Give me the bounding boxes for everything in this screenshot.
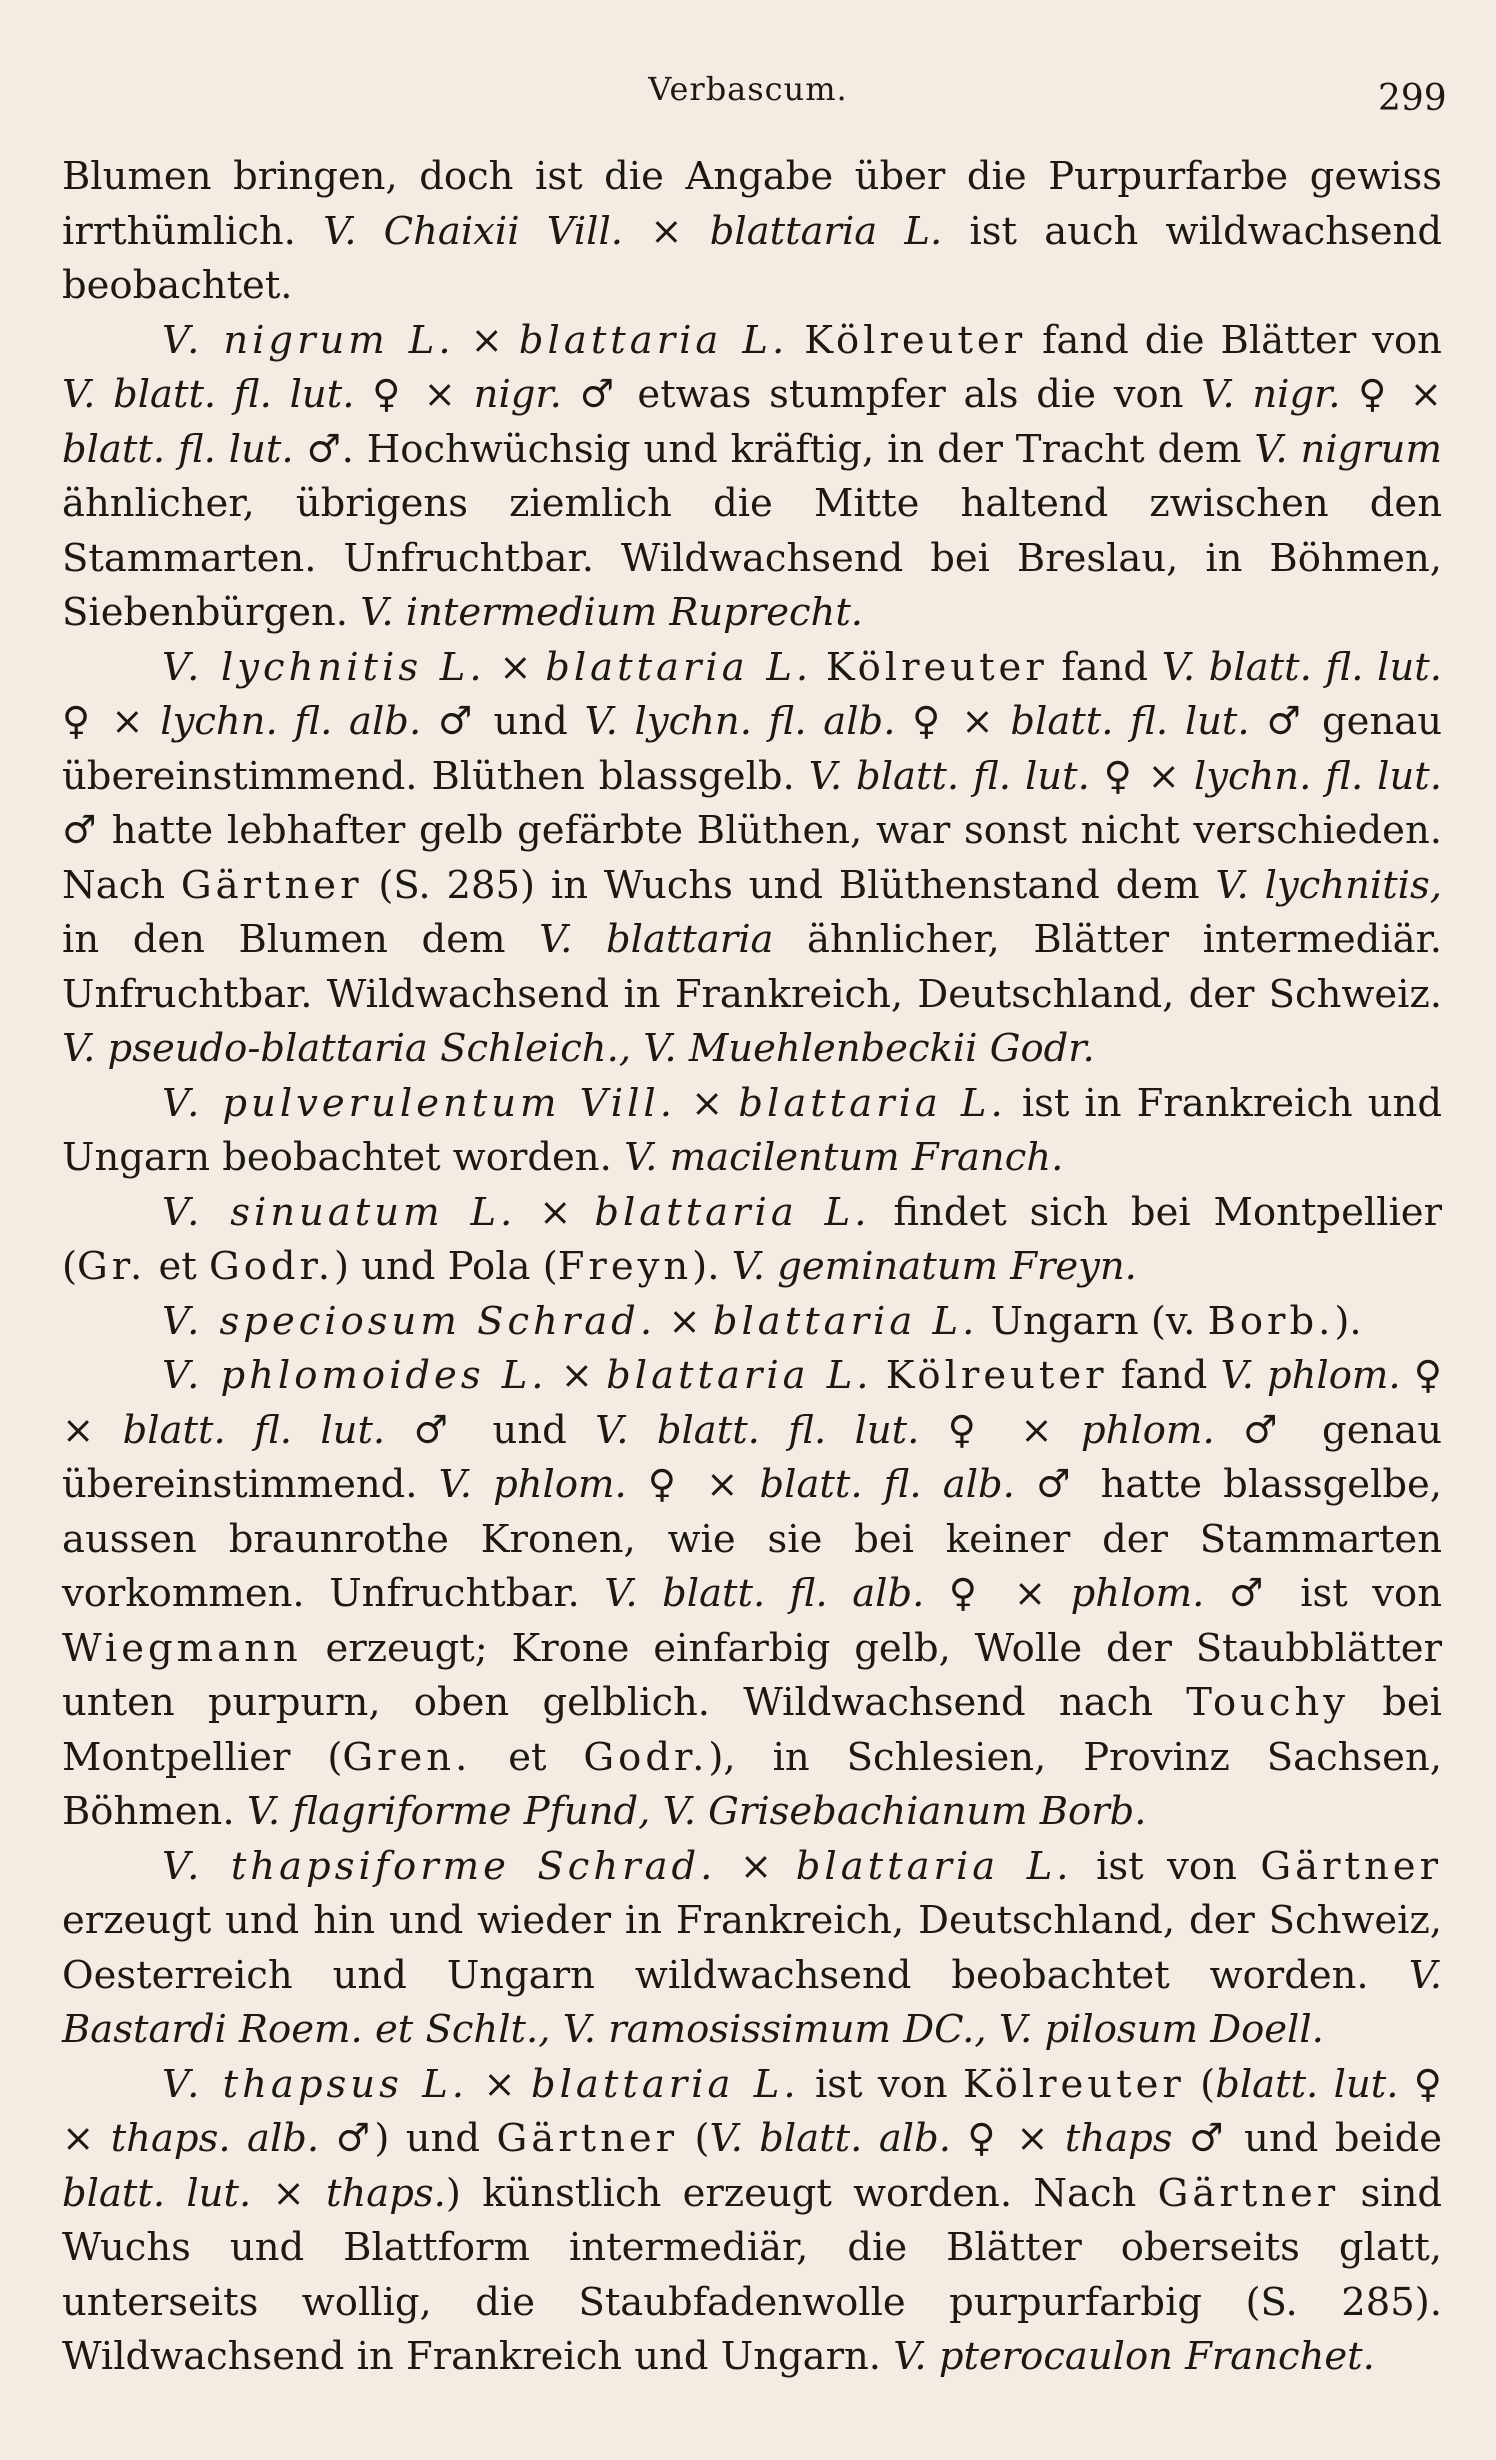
text-run: ), in Schlesien, Provinz Sachsen, Böhmen. <box>62 1734 1442 1834</box>
italic-run: V. phlom. <box>438 1462 627 1507</box>
text-run: ( <box>678 2116 710 2161</box>
text-run: ) künstlich erzeugt worden. Nach <box>445 2170 1158 2216</box>
italic-run: V. blatt. fl. lut. <box>595 1407 920 1453</box>
spaced-run: Godr. <box>583 1734 709 1780</box>
paragraph <box>62 314 1442 641</box>
italic-run: V. macilentum Franch. <box>624 1135 1064 1180</box>
text-run: ♂ und <box>385 1407 596 1453</box>
spaced-run: Kölreuter <box>962 2061 1185 2107</box>
text-run: ♂ und beide <box>1172 2116 1443 2161</box>
italic-run: V. blatt. alb. <box>709 2116 951 2161</box>
text-run: ♂) und <box>319 2116 497 2161</box>
italic-run: blattaria L. <box>545 644 813 690</box>
text-run: erzeugt und hin und wieder in Frankreich, Deutschland, der Schweiz, Oesterreich und Ungarn wildwachsend beobachtet worden. <box>62 1898 1442 1998</box>
text-run: bei Montpellier ( <box>62 1680 1442 1780</box>
italic-run: blattaria L. <box>709 208 943 254</box>
italic-run: lychn. fl. alb. <box>160 699 422 744</box>
italic-run: V. phlomoides L. <box>162 1353 548 1398</box>
text-run: ). <box>1334 1298 1362 1344</box>
italic-run: blattaria L. <box>606 1353 873 1398</box>
text-run: ). <box>692 1244 732 1289</box>
text-run: ♀ × <box>354 372 474 417</box>
italic-run: V. pulverulentum Vill. <box>162 1080 676 1126</box>
spaced-run: Kölreuter <box>885 1353 1108 1398</box>
italic-run: blattaria L. <box>738 1080 1007 1126</box>
text-run: (S. 285) in Wuchs und Blüthenstand dem <box>362 862 1216 908</box>
text-run: × <box>656 1298 713 1344</box>
italic-run: V. blatt. fl. lut. <box>808 753 1090 799</box>
spaced-run: Gärtner <box>1157 2170 1340 2216</box>
text-run: × <box>468 2061 531 2107</box>
italic-run: thaps. <box>326 2170 446 2216</box>
italic-run: V. phlom. <box>1220 1353 1401 1398</box>
page-number: 299 <box>1378 78 1447 119</box>
italic-run: V. blatt. fl. lut. <box>62 372 355 417</box>
text-run: fand die Blätter von <box>1026 317 1442 363</box>
text-run: ♀ × <box>950 2116 1065 2161</box>
running-title: Verbascum. <box>648 70 848 108</box>
text-run: ist auch wildwachsend beobachtet. <box>62 208 1442 308</box>
italic-run: V. blatt. fl. lut. <box>1161 644 1442 690</box>
spaced-run: Gärtner <box>496 2116 679 2161</box>
paragraph <box>62 1077 1442 1186</box>
text-run: × <box>716 1843 796 1889</box>
text-run: ♂ ist von <box>1204 1571 1443 1616</box>
spaced-run: Borb. <box>1207 1298 1335 1344</box>
body-text <box>62 150 1442 2385</box>
text-run: × <box>485 644 546 690</box>
paragraph <box>62 1186 1442 1295</box>
text-run: ♀ × <box>62 1353 1442 1453</box>
text-run: fand <box>1047 644 1162 690</box>
text-run: ♀ × <box>62 699 161 744</box>
spaced-run: Gärtner <box>180 862 363 908</box>
italic-run: V. Chaixii Vill. <box>323 208 624 254</box>
text-run: ♀ × <box>626 1462 760 1507</box>
italic-run: blattaria L. <box>795 1843 1073 1889</box>
text-run: ( <box>1184 2061 1216 2107</box>
text-run: × <box>675 1080 739 1126</box>
italic-run: blatt. lut. <box>1215 2061 1399 2107</box>
text-run: ♀ × <box>919 1407 1081 1453</box>
text-run: ist von <box>799 2061 963 2107</box>
text-run: ♀ × <box>1340 372 1442 417</box>
text-run <box>812 645 826 690</box>
text-run: ♂. Hochwüchsig und kräftig, in der Tracht dem <box>293 426 1255 472</box>
italic-run: V. nigrum L. <box>162 317 455 363</box>
text-run: ♂ und <box>421 699 585 744</box>
text-run: × <box>454 317 519 363</box>
spaced-run: Wiegmann <box>62 1625 302 1671</box>
text-run: ist von <box>1072 1843 1261 1889</box>
text-run: ♀ × <box>924 1571 1071 1616</box>
spaced-run: Freyn <box>557 1244 693 1289</box>
italic-run: V. blatt. fl. alb. <box>604 1571 925 1616</box>
text-run: Blumen bringen, doch ist die Angabe über die Purpurfarbe gewiss irrthümlich. <box>62 154 1442 254</box>
italic-run: blatt. fl. alb. <box>759 1462 1015 1507</box>
italic-run: thaps. alb. <box>110 2116 320 2161</box>
italic-run: blattaria L. <box>712 1298 979 1344</box>
text-run: × <box>516 1189 595 1235</box>
spaced-run: Gärtner <box>1260 1843 1442 1889</box>
italic-run: V. blattaria <box>539 917 774 962</box>
text-run: ♀ × <box>1089 753 1194 799</box>
text-run: ♂ genau übereinstimmend. Blüthen blassgelb. <box>62 699 1442 799</box>
text-run: findet sich bei Montpellier ( <box>62 1189 1442 1289</box>
text-run: in den Blumen dem <box>62 917 540 962</box>
text-run: ♂ genau übereinstimmend. <box>62 1407 1443 1507</box>
spaced-run: Gr. <box>77 1244 147 1289</box>
italic-run: V. lychnitis L. <box>162 644 486 690</box>
italic-run: V. sinuatum L. <box>162 1189 517 1235</box>
text-run: ♂ etwas stumpfer als die von <box>561 372 1202 417</box>
italic-run: V. thapsus L. <box>162 2061 468 2107</box>
italic-run: thaps <box>1064 2116 1173 2161</box>
paragraph <box>62 2058 1442 2385</box>
italic-run: blatt. lut. <box>62 2170 252 2216</box>
paragraph <box>62 150 1442 314</box>
italic-run: V. pterocaulon Franchet. <box>893 2334 1375 2379</box>
spaced-run: Kölreuter <box>804 317 1027 363</box>
italic-run: V. Bastardi Roem. et Schlt., V. ramosissimum DC., V. pilosum Doell. <box>62 1952 1442 2052</box>
italic-run: V. speciosum Schrad. <box>162 1298 657 1344</box>
italic-run: V. lychn. fl. alb. <box>584 699 896 744</box>
text-run: erzeugt; Krone einfarbig gelb, Wolle der Staubblätter unten purpurn, oben gelblich. Wildwachsend nach <box>62 1625 1442 1725</box>
spaced-run: Touchy <box>1186 1680 1350 1725</box>
text-run: ähnlicher, übrigens ziemlich die Mitte haltend zwischen den Stammarten. Unfruchtbar. Wildwachsend bei Breslau, in Böhmen, Siebenbürgen. <box>62 481 1442 635</box>
text-run: × <box>251 2170 327 2216</box>
paragraph <box>62 1349 1442 1840</box>
italic-run: V. intermedium Ruprecht. <box>360 590 864 635</box>
italic-run: V. nigrum <box>1254 426 1442 472</box>
text-run: Ungarn (v. <box>978 1298 1208 1344</box>
text-run: et <box>146 1244 209 1289</box>
text-run: ähnlicher, Blätter intermediär. Unfruchtbar. Wildwachsend in Frankreich, Deutschland, der Schweiz. <box>62 917 1443 1017</box>
italic-run: blattaria L. <box>594 1189 871 1235</box>
italic-run: blatt. fl. lut. <box>62 426 294 472</box>
text-run: × <box>547 1353 607 1398</box>
text-run <box>873 1353 886 1398</box>
text-run: ♂ hatte blassgelbe, aussen braunrothe Kronen, wie sie bei keiner der Stammarten vorkommen. Unfruchtbar. <box>62 1462 1443 1616</box>
paragraph <box>62 641 1442 1077</box>
italic-run: V. thapsiforme Schrad. <box>162 1843 717 1889</box>
spaced-run: Godr. <box>208 1244 334 1289</box>
italic-run: V. pseudo-blattaria Schleich., V. Muehlenbeckii Godr. <box>62 1026 1095 1071</box>
text-run <box>788 318 804 363</box>
paragraph <box>62 1840 1442 2058</box>
italic-run: V. flagriforme Pfund, V. Grisebachianum Borb. <box>246 1789 1147 1834</box>
paragraph <box>62 1295 1442 1350</box>
text-run: ) und Pola ( <box>333 1244 558 1289</box>
italic-run: blatt. fl. lut. <box>1010 699 1250 744</box>
italic-run: phlom. <box>1081 1407 1215 1453</box>
italic-run: blattaria L. <box>530 2061 800 2107</box>
italic-run: nigr. <box>473 372 562 417</box>
text-run: fand <box>1107 1353 1221 1398</box>
text-run: sind Wuchs und Blattform intermediär, die Blätter oberseits glatt, unterseits wollig, die Staubfadenwolle purpurfarbig (S. 285). Wildwachsend in Frankreich und Ungarn. <box>62 2170 1443 2379</box>
text-run: ist in Frankreich und Ungarn beobachtet worden. <box>62 1080 1442 1180</box>
italic-run: V. geminatum Freyn. <box>731 1244 1137 1289</box>
text-run: × <box>623 208 710 254</box>
italic-run: blattaria L. <box>518 317 789 363</box>
spaced-run: Kölreuter <box>825 644 1048 690</box>
text-run: ♀ × <box>895 699 1011 744</box>
spaced-run: Gren. <box>342 1734 472 1780</box>
italic-run: V. nigr. <box>1201 372 1341 417</box>
italic-run: V. lychnitis, <box>1215 862 1442 908</box>
text-run: et <box>471 1734 584 1780</box>
italic-run: phlom. <box>1070 1571 1205 1616</box>
text-run: ♂ hatte lebhafter gelb gefärbte Blüthen, war sonst nicht verschieden. Nach <box>62 808 1442 908</box>
italic-run: lychn. fl. lut. <box>1193 753 1443 799</box>
text-run: ♀ × <box>62 2061 1442 2161</box>
italic-run: blatt. fl. lut. <box>122 1407 386 1453</box>
page-header <box>0 70 1496 120</box>
